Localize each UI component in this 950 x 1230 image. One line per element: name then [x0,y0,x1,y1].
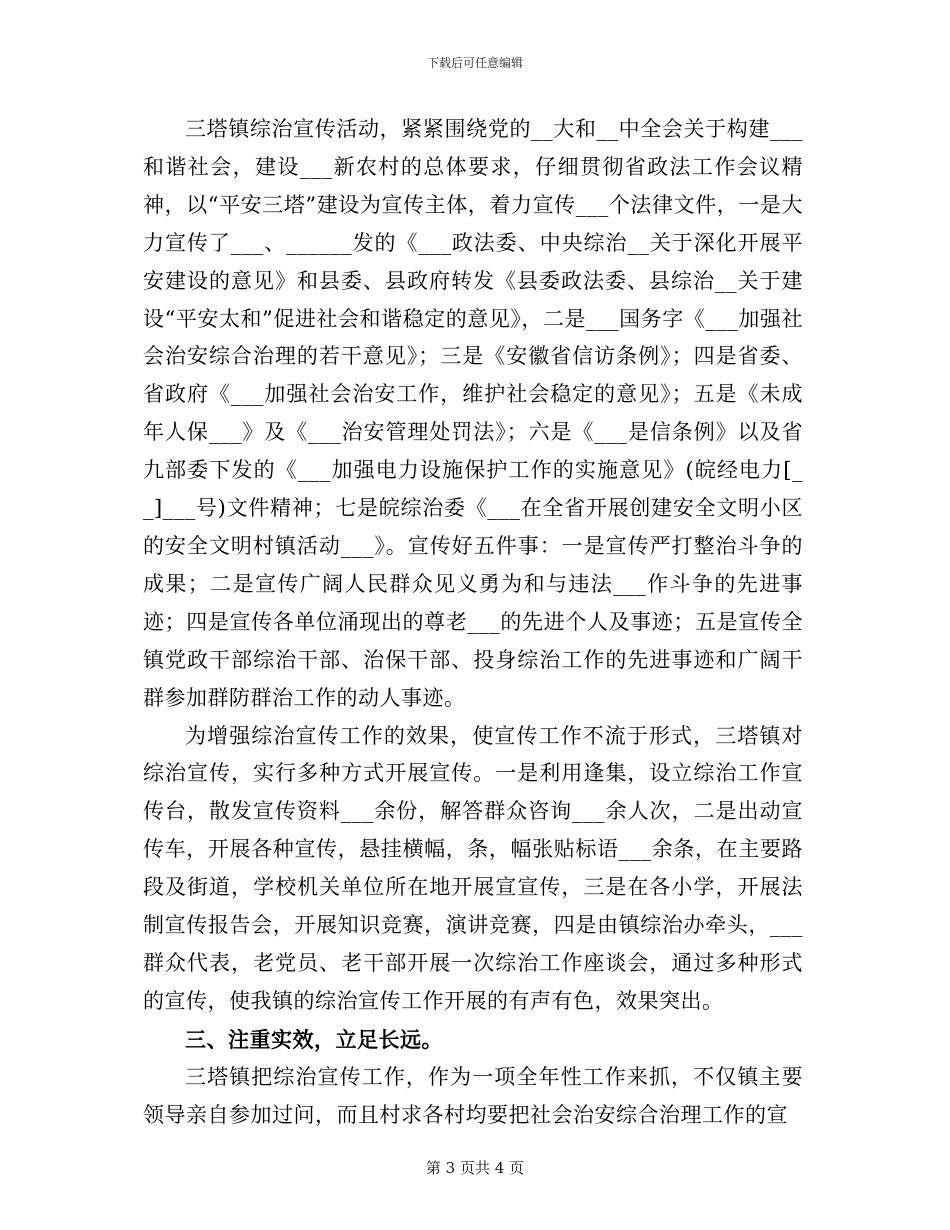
paragraph-propaganda-methods: 为增强综治宣传工作的效果，使宣传工作不流于形式，三塔镇对综治宣传，实行多种方式开展宣传。一是利用逢集，设立综治工作宣传台，散发宣传资料___余份，解答群众咨询___余人次，二是出动宣传车，开展各种宣传，悬挂横幅，条，幅张贴标语___余条，在主要路段及街道，学校机关单位所在地开展宣宣传，三是在各小学，开展法制宣传报告会，开展知识竞赛，演讲竞赛，四是由镇综治办牵头，___群众代表，老党员、老干部开展一次综治工作座谈会，通过多种形式的宣传，使我镇的综治宣传工作开展的有声有色，效果突出。 [143,723,803,1013]
paragraph-long-term-work: 三塔镇把综治宣传工作，作为一项全年性工作来抓，不仅镇主要领导亲自参加过问，而且村求各村均要把社会治安综合治理工作的宣 [143,1064,803,1127]
document-body [143,111,803,1134]
section-heading: 三、注重实效，立足长远。 [185,1026,443,1052]
page-header: 下载后可任意编辑 [426,56,523,70]
page-number-footer: 第 3 页共 4 页 [425,1159,525,1177]
paragraph-propaganda-content: 三塔镇综治宣传活动，紧紧围绕党的__大和__中全会关于构建___和谐社会，建设___新农村的总体要求，仔细贯彻省政法工作会议精神，以“平安三塔”建设为宣传主体，着力宣传___个法律文件，一是大力宣传了___、______发的《___政法委、中央综治__关于深化开展平安建设的意见》和县委、县政府转发《县委政法委、县综治__关于建设“平安太和”促进社会和谐稳定的意见》，二是___国务字《___加强社会治安综合治理的若干意见》；三是《安徽省信访条例》；四是省委、省政府《___加强社会治安工作，维护社会稳定的意见》；五是《未成年人保___》及《___治安管理处罚法》；六是《___是信条例》以及省九部委下发的《___加强电力设施保护工作的实施意见》(皖经电力[__]___号)文件精神；七是皖综治委《___在全省开展创建安全文明小区的安全文明村镇活动___》。宣传好五件事：一是宣传严打整治斗争的成果；二是宣传广阔人民群众见义勇为和与违法___作斗争的先进事迹；四是宣传各单位涌现出的尊老___的先进个人及事迹；五是宣传全镇党政干部综治干部、治保干部、投身综治工作的先进事迹和广阔干群参加群防群治工作的动人事迹。 [143,117,803,710]
